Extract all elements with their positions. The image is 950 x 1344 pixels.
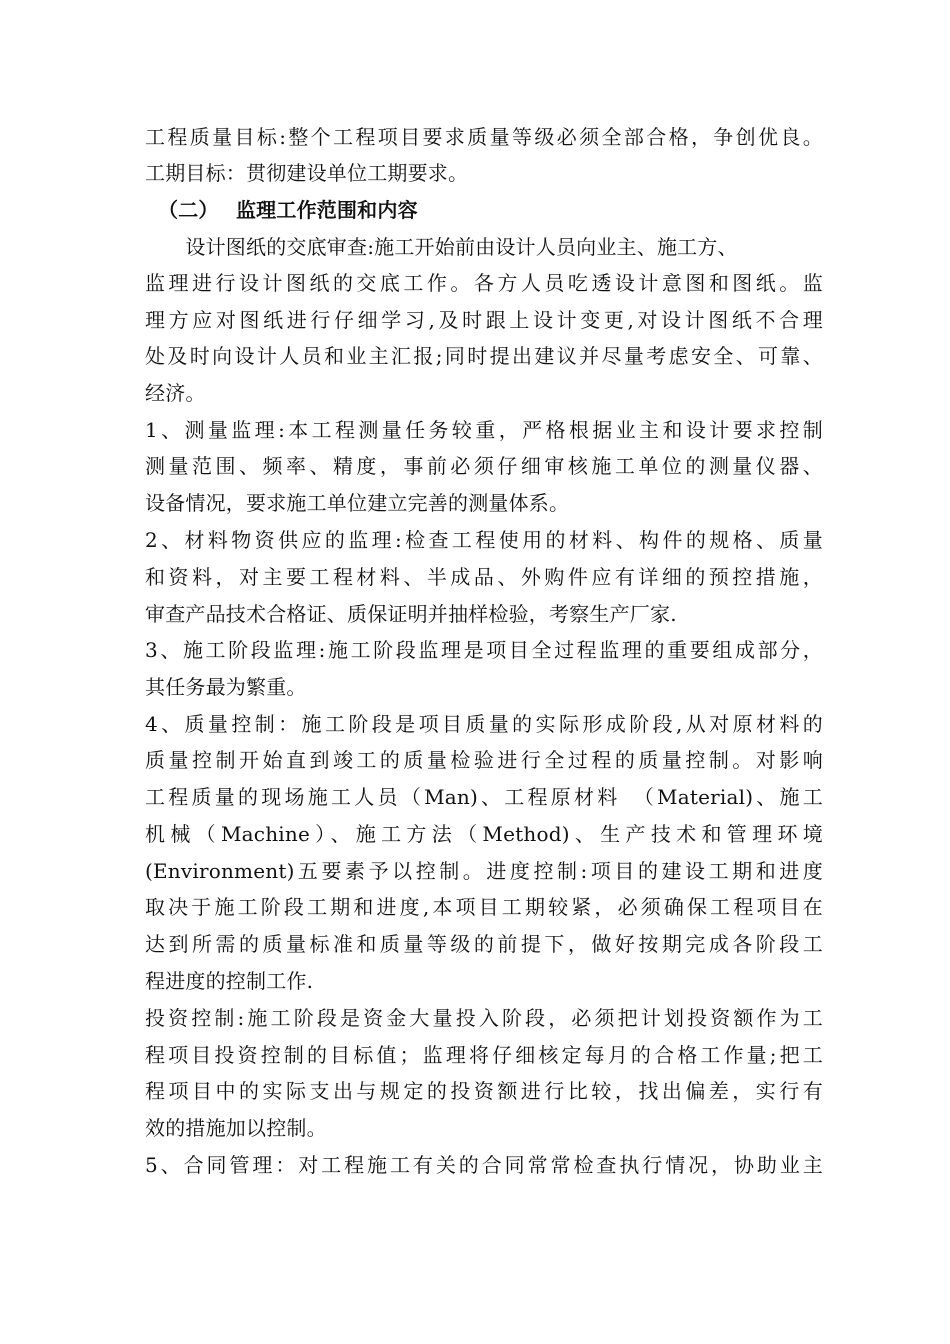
text-line: 5、合同管理：对工程施工有关的合同常常检查执行情况，协助业主 [145, 1153, 823, 1177]
text-line: 程进度的控制工作. [145, 969, 314, 993]
text-line: 3、施工阶段监理:施工阶段监理是项目全过程监理的重要组成部分， [145, 638, 823, 662]
text-line: 程项目中的实际支出与规定的投资额进行比较，找出偏差，实行有 [145, 1079, 823, 1103]
text-line: 工程质量目标:整个工程项目要求质量等级必须全部合格，争创优良。 [145, 125, 823, 149]
text-line: 设计图纸的交底审查:施工开始前由设计人员向业主、施工方、 [145, 235, 738, 259]
text-line: 4、质量控制：施工阶段是项目质量的实际形成阶段,从对原材料的 [145, 712, 823, 736]
text-line: 取决于施工阶段工期和进度,本项目工期较紧，必须确保工程项目在 [145, 895, 823, 919]
text-line: 投资控制:施工阶段是资金大量投入阶段，必须把计划投资额作为工 [145, 1006, 823, 1030]
text-line: (Environment)五要素予以控制。进度控制:项目的建设工期和进度 [145, 859, 823, 883]
text-line: 效的措施加以控制。 [145, 1116, 327, 1140]
text-line: 监理进行设计图纸的交底工作。各方人员吃透设计意图和图纸。监 [145, 271, 823, 295]
text-line: 和资料，对主要工程材料、半成品、外购件应有详细的预控措施， [145, 565, 823, 589]
text-line: 设备情况，要求施工单位建立完善的测量体系。 [145, 491, 570, 515]
text-line: 经济。 [145, 381, 206, 405]
text-line: 机械（Machine）、施工方法（Method)、生产技术和管理环境 [145, 822, 823, 846]
text-line: 程项目投资控制的目标值；监理将仔细核定每月的合格工作量;把工 [145, 1043, 823, 1067]
text-line: 测量范围、频率、精度，事前必须仔细审核施工单位的测量仪器、 [145, 454, 823, 478]
text-line: 工期目标：贯彻建设单位工期要求。 [145, 161, 469, 185]
text-line: 审查产品技术合格证、质保证明并抽样检验，考察生产厂家. [145, 602, 677, 626]
text-line: 2、材料物资供应的监理:检查工程使用的材料、构件的规格、质量 [145, 528, 823, 552]
text-line: 处及时向设计人员和业主汇报;同时提出建议并尽量考虑安全、可靠、 [145, 344, 823, 368]
text-line: 工程质量的现场施工人员（Man)、工程原材料 （Material)、施工 [145, 785, 823, 809]
text-line: 1、测量监理:本工程测量任务较重，严格根据业主和设计要求控制 [145, 418, 823, 442]
text-line: 质量控制开始直到竣工的质量检验进行全过程的质量控制。对影响 [145, 748, 823, 772]
text-line: 达到所需的质量标准和质量等级的前提下，做好按期完成各阶段工 [145, 932, 823, 956]
text-line: 理方应对图纸进行仔细学习,及时跟上设计变更,对设计图纸不合理 [145, 308, 823, 332]
section-heading: （二） 监理工作范围和内容 [158, 198, 418, 222]
text-line: 其任务最为繁重。 [145, 675, 307, 699]
